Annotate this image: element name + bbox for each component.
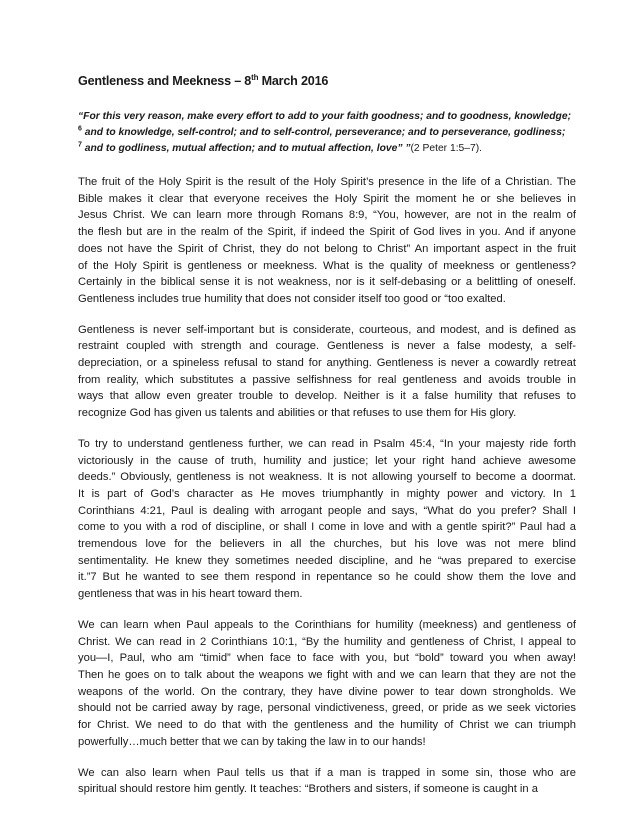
paragraph-line: it.”7 But he wanted to see them respond in repentance so he could show them the love and — [78, 571, 576, 584]
body-paragraph — [78, 322, 576, 422]
paragraph-line: Then he goes on to talk about the weapons we fight with and we can learn that they are not the — [78, 668, 576, 681]
body-paragraph — [78, 765, 576, 798]
title-superscript: th — [251, 72, 259, 82]
verse-text: and to knowledge, self-control; and to self-control, perseverance; and to perseverance, godliness; — [81, 127, 566, 138]
document-body — [78, 72, 576, 812]
body-paragraph — [78, 174, 576, 308]
paragraph-line: tremendous love for the believers in all the churches, but his love was not mere blind — [78, 538, 576, 551]
paragraph-line: restraint coupled with strength and courage. Gentleness is never a false modesty, a self- — [78, 340, 576, 353]
paragraphs — [78, 174, 576, 798]
paragraph-line: We can also learn when Paul tells us that if a man is trapped in some sin, those who are — [78, 766, 576, 779]
document-title — [78, 72, 576, 90]
paragraph-line: for Christ. We need to do that with the gentleness and the humility of Christ we can triumph — [78, 719, 576, 732]
paragraph-line: weapons of the world. On the contrary, they have divine power to tear down strongholds. We — [78, 685, 576, 698]
paragraph-line: Corinthians 4:21, Paul is dealing with arrogant people and says, “What do you prefer? Shall I — [78, 504, 576, 517]
paragraph-line: come to you with a rod of discipline, or shall I come in love and with a gentle spirit?” Paul had a — [78, 521, 576, 534]
paragraph-line: from reality, which substitutes a passive selfishness for real gentleness and avoids trouble in — [78, 373, 576, 386]
paragraph-line: ways that allow even greater trouble to develop. Neither is it a false humility that refuses to — [78, 390, 576, 403]
scripture-quote — [78, 109, 576, 157]
paragraph-line: of the Holy Spirit is gentleness or meekness. What is the quality of meekness or gentleness? — [78, 259, 576, 272]
paragraph-line: should not be carried away by rage, personal vindictiveness, greed, or pride as we seek victories — [78, 702, 576, 715]
paragraph-line: powerfully…much better that we can by taking the law in to our hands! — [78, 735, 426, 748]
paragraph-line: recognize God has given us talents and abilities or that refuses to use them for His glory. — [78, 407, 517, 420]
verse-number: 7 — [78, 141, 82, 149]
paragraph-line: Jesus Christ. We can learn more through Romans 8:9, “You, however, are not in the realm of — [78, 209, 576, 222]
title-rest: March 2016 — [258, 74, 329, 88]
paragraph-line: Gentleness includes true humility that does not consider itself too good or “too exalted. — [78, 292, 506, 305]
paragraph-line: victoriously in the cause of truth, humility and justice; let your right hand achieve awesome — [78, 454, 576, 467]
paragraph-line: We can learn when Paul appeals to the Corinthians for humility (meekness) and gentleness of — [78, 618, 576, 631]
paragraph-line: It is part of God’s character as He moves triumphantly in mighty power and victory. In 1 — [78, 487, 576, 500]
paragraph-line: does not have the Spirit of Christ, they do not belong to Christ” An important aspect in the fruit — [78, 242, 576, 255]
paragraph-line: To try to understand gentleness further, we can read in Psalm 45:4, “In your majesty ride forth — [78, 437, 576, 450]
body-paragraph — [78, 436, 576, 603]
paragraph-line: you—I, Paul, who am “timid” when face to face with you, but “bold” toward you when away! — [78, 652, 576, 665]
paragraph-line: Bible makes it clear that everyone receives the Holy Spirit the moment he or she believes in — [78, 192, 576, 205]
body-paragraph — [78, 617, 576, 751]
verse-text: and to godliness, mutual affection; and to mutual affection, love” ” — [81, 143, 411, 154]
title-main: Gentleness and Meekness – 8 — [78, 74, 252, 88]
paragraph-line: gentleness that was in his heart toward them. — [78, 588, 303, 601]
paragraph-line: The fruit of the Holy Spirit is the result of the Holy Spirit’s presence in the life of a Christian. The — [78, 176, 576, 188]
verse-reference: (2 Peter 1:5–7). — [410, 143, 483, 154]
verse-line: “For this very reason, make every effort to add to your faith goodness; and to goodness, knowledge; — [78, 111, 572, 122]
paragraph-line: Gentleness is never self-important but is considerate, courteous, and modest, and is defined as — [78, 323, 576, 336]
paragraph-line: Certainly in the biblical sense it is not weakness, nor is it self-debasing or a belittling of oneself. — [78, 276, 576, 289]
verse-line — [78, 141, 576, 157]
paragraph-line: the flesh but are in the realm of the Spirit, if indeed the Spirit of God lives in you. And if anyone — [78, 226, 576, 239]
paragraph-line: deeds.” Obviously, gentleness is not weakness. It is not allowing yourself to become a doormat. — [78, 471, 576, 484]
paragraph-line: depreciation, or a spineless refusal to stand for anything. Gentleness is never a cowardly retreat — [78, 357, 576, 370]
verse-line — [78, 125, 576, 141]
verse-number: 6 — [78, 125, 82, 133]
paragraph-line: spiritual should restore him gently. It teaches: “Brothers and sisters, if someone is caught in a — [78, 783, 538, 796]
paragraph-line: sentimentality. He knew they sometimes needed discipline, and he “was prepared to exercise — [78, 554, 576, 567]
paragraph-line: Christ. We can read in 2 Corinthians 10:1, “By the humility and gentleness of Christ, I appeal to — [78, 635, 576, 648]
